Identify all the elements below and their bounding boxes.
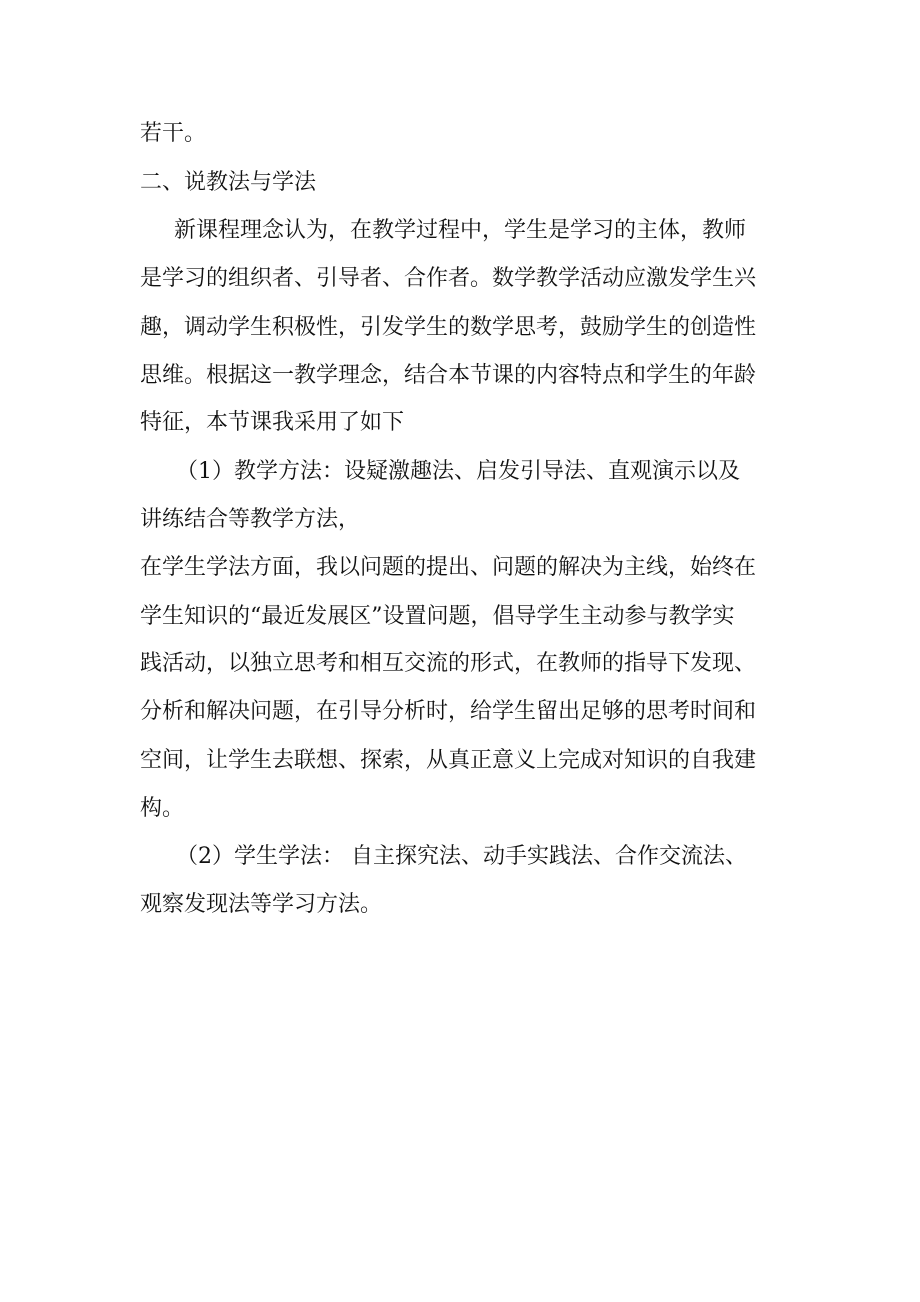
paragraph-line: 学生知识的“最近发展区”设置问题，倡导学生主动参与教学实 [140, 604, 735, 629]
paragraph-line: 思维。根据这一教学理念，结合本节课的内容特点和学生的年龄 [140, 363, 757, 388]
paragraph-line: 分析和解决问题，在引导分析时，给学生留出足够的思考时间和 [140, 699, 757, 724]
learning-method-item: （2）学生学法： 自主探究法、动手实践法、合作交流法、 [176, 844, 747, 869]
paragraph-line: 践活动，以独立思考和相互交流的形式，在教师的指导下发现、 [140, 651, 757, 676]
paragraph-line: 在学生学法方面，我以问题的提出、问题的解决为主线，始终在 [140, 555, 757, 580]
paragraph-line: 构。 [140, 796, 185, 821]
paragraph-line: 新课程理念认为，在教学过程中，学生是学习的主体，教师 [174, 218, 747, 243]
paragraph-line: 讲练结合等教学方法， [140, 507, 361, 532]
paragraph-line: 观察发现法等学习方法。 [140, 892, 383, 917]
paragraph-line: 趣，调动学生积极性，引发学生的数学思考，鼓励学生的创造性 [140, 315, 757, 340]
paragraph-line: 特征，本节课我采用了如下 [140, 410, 405, 435]
paragraph-line: 是学习的组织者、引导者、合作者。数学教学活动应激发学生兴 [140, 266, 757, 291]
paragraph-line: 空间，让学生去联想、探索，从真正意义上完成对知识的自我建 [140, 748, 757, 773]
teaching-method-item: （1）教学方法：设疑激趣法、启发引导法、直观演示以及 [176, 459, 740, 484]
text-line-continuation: 若干。 [140, 121, 207, 146]
section-heading: 二、说教法与学法 [140, 170, 317, 195]
